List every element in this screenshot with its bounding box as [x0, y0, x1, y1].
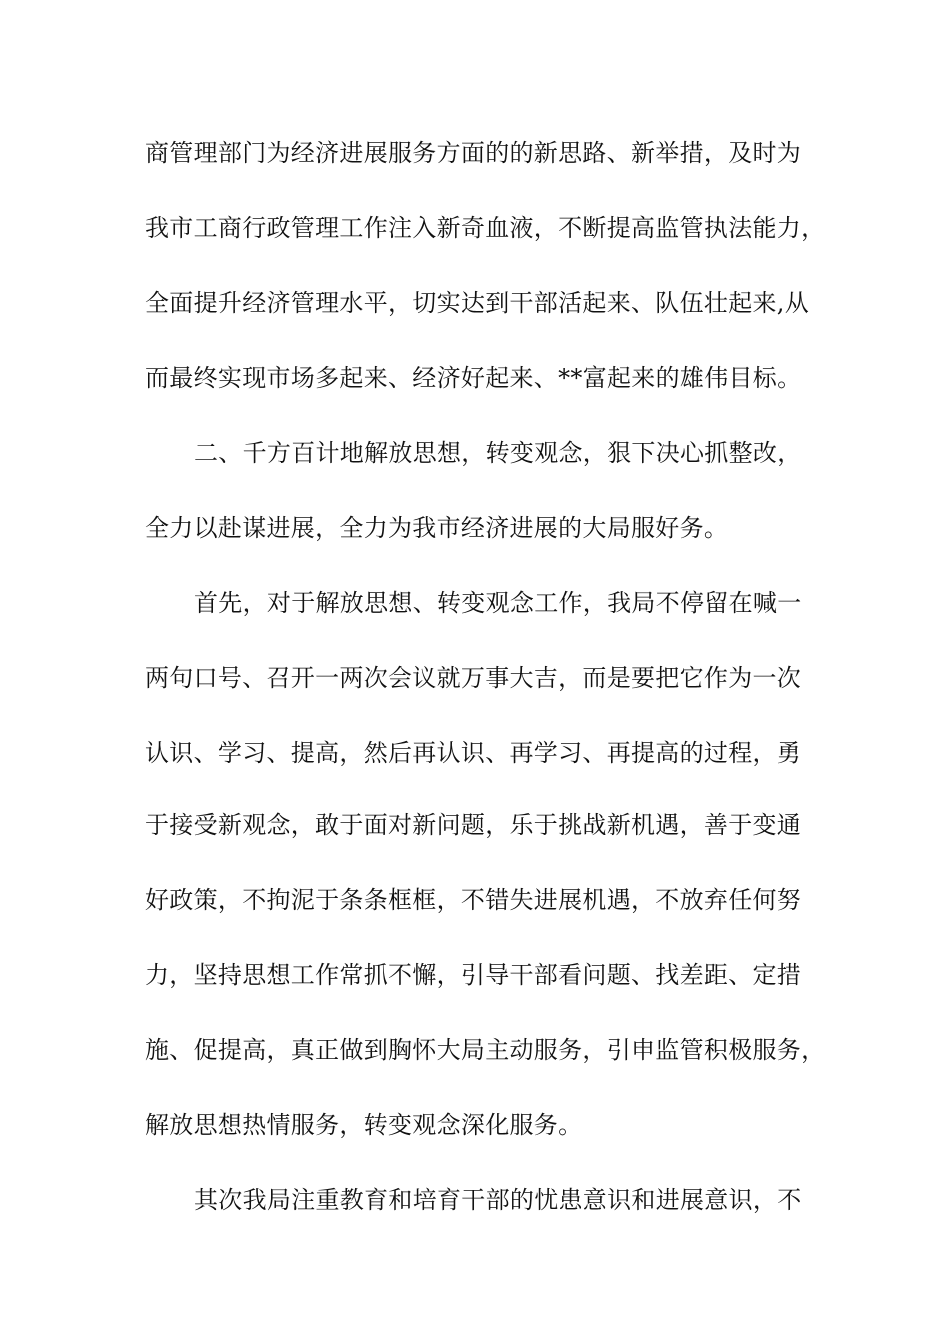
paragraph-first-line: 首先，对于解放思想、转变观念工作，我局不停留在喊一 — [194, 589, 802, 617]
heading-line: 二、千方百计地解放思想，转变观念，狠下决心抓整改， — [194, 439, 802, 467]
text-line: 认识、学习、提高，然后再认识、再学习、再提高的过程，勇 — [145, 739, 802, 767]
text-line: 两句口号、召开一两次会议就万事大吉，而是要把它作为一次 — [145, 664, 802, 692]
text-line: 解放思想热情服务，转变观念深化服务。 — [145, 1111, 583, 1139]
text-line: 我市工商行政管理工作注入新奇血液，不断提高监管执法能力， — [145, 214, 826, 242]
text-line: 施、促提高，真正做到胸怀大局主动服务，引申监管积极服务， — [145, 1036, 826, 1064]
paragraph-first-line: 其次我局注重教育和培育干部的忧患意识和进展意识，不 — [194, 1186, 802, 1214]
text-line: 全力以赴谋进展，全力为我市经济进展的大局服好务。 — [145, 514, 729, 542]
text-line: 全面提升经济管理水平，切实达到干部活起来、队伍壮起来,从 — [145, 289, 810, 317]
text-line: 于接受新观念，敢于面对新问题，乐于挑战新机遇，善于变通 — [145, 811, 802, 839]
text-line: 力，坚持思想工作常抓不懈，引导干部看问题、找差距、定措 — [145, 961, 802, 989]
text-line: 好政策，不拘泥于条条框框，不错失进展机遇，不放弃任何努 — [145, 886, 802, 914]
text-line: 商管理部门为经济进展服务方面的的新思路、新举措，及时为 — [145, 139, 802, 167]
text-line: 而最终实现市场多起来、经济好起来、**富起来的雄伟目标。 — [145, 364, 802, 392]
